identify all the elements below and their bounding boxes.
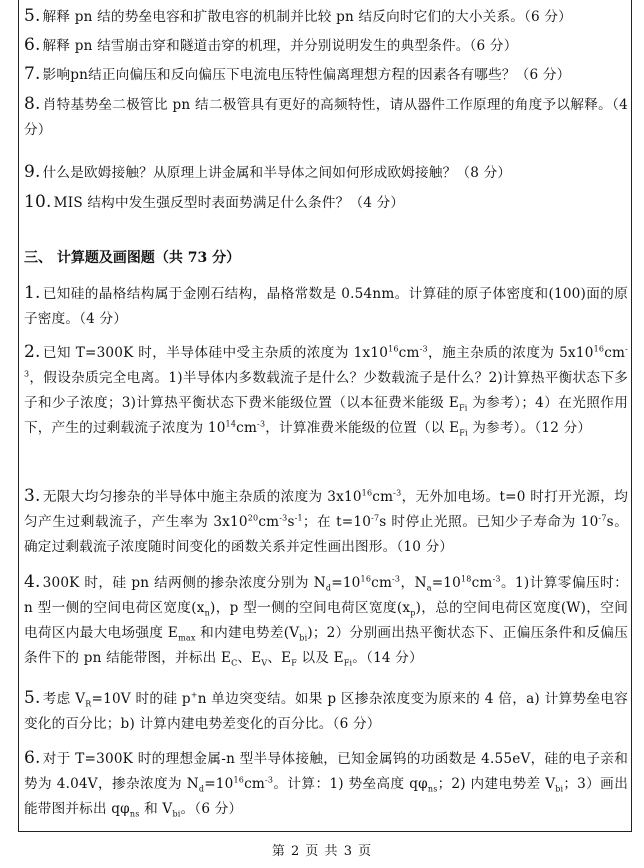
calc-question-4: 4. 300K 时，硅 pn 结两侧的掺杂浓度分别为 $N_d=10^{16}cm^{-3}$，$N_a=10^{18}cm^{-3}$。1)计算零偏压时：n 型一侧的空间电荷区宽度$(x_n)$，p 型一侧的空间电荷区宽度$(x_p)$，总的空间电荷区宽度(W)，空间电荷区内最大电场强度 $E_{max}$ 和内建电势差$(V_{bi})$；2）分别画出热平衡状态下、正偏压条件和反偏压条件下的 pn 结能带图，并标出 $E_C$、$E_V$、$E_F$ 以及 $E_{Fi}$。（14 分）	[24, 572, 628, 668]
calc-question-2: 2. 已知 T=300K 时，半导体硅中受主杂质的浓度为 $1x10^{16}cm^{-3}$，施主杂质的浓度为 $5x10^{16}cm^{-3}$，假设杂质完全电离。1)半导体内多数载流子是什么？少数载流子是什么？2)计算热平衡状态下多子和少子浓度；3)计算热平衡状态下费米能级位置（以本征费米能级 $E_{Fi}$ 为参考）；4）在光照作用下，产生的过剩载流子浓度为 $10^{14}cm^{-3}$，计算准费米能级的位置（以 $E_{Fi}$ 为参考）。（12 分）	[24, 342, 628, 438]
question-7: 7. 影响pn结正向偏压和反向偏压下电流电压特性偏离理想方程的因素各有哪些？（6 分）	[24, 64, 571, 84]
question-6: 6. 解释 pn 结雪崩击穿和隧道击穿的机理，并分别说明发生的典型条件。（6 分）	[24, 35, 518, 55]
calc-question-3: 3. 无限大均匀掺杂的半导体中施主杂质的浓度为 $3x10^{16}cm^{-3}$，无外加电场。t=0 时打开光源，均匀产生过剩载流子，产生率为 $3x10^{20}cm^{-3}s^{-1}$；在 $t=10^{-7}s$ 时停止光照。已知少子寿命为 $10^{-7}s$。确定过剩载流子浓度随时间变化的函数关系并定性画出图形。（10 分）	[24, 486, 628, 555]
calc-question-6: 6. 对于 T=300K 时的理想金属-n 型半导体接触，已知金属钨的功函数是 4.55eV，硅的电子亲和势为 4.04V，掺杂浓度为 $N_d=10^{16}cm^{-3}$。计算：1) 势垒高度 $q\varphi_{ns}$；2) 内建电势差 $V_{bi}$；3）画出能带图并标出 $q\varphi_{ns}$ 和 $V_{bi}$。（6 分）	[24, 748, 628, 819]
question-8: 8. 肖特基势垒二极管比 pn 结二极管具有更好的高频特性，请从器件工作原理的角度予以解释。（4 分）	[24, 94, 628, 138]
question-9: 9. 什么是欧姆接触？从原理上讲金属和半导体之间如何形成欧姆接触？（8 分）	[24, 162, 512, 182]
section-header: 三、 计算题及画图题（共 73 分）	[24, 250, 241, 266]
calc-question-5: 5. 考虑 $V_R=10V$ 时的硅 p+n 单边突变结。如果 p 区掺杂浓度变为原来的 4 倍，a) 计算势垒电容变化的百分比；b) 计算内建电势差变化的百分比。（6 分）	[24, 688, 628, 732]
page-footer: 第 2 页 共 3 页	[271, 844, 373, 859]
calc-question-1: 1. 已知硅的晶格结构属于金刚石结构，晶格常数是 0.54nm。计算硅的原子体密度和(100)面的原子密度。（4 分）	[24, 283, 628, 327]
question-10: 10. MIS 结构中发生强反型时表面势满足什么条件？（4 分）	[24, 192, 405, 212]
question-5: 5. 解释 pn 结的势垒电容和扩散电容的机制并比较 pn 结反向时它们的大小关系。（6 分）	[24, 6, 572, 26]
